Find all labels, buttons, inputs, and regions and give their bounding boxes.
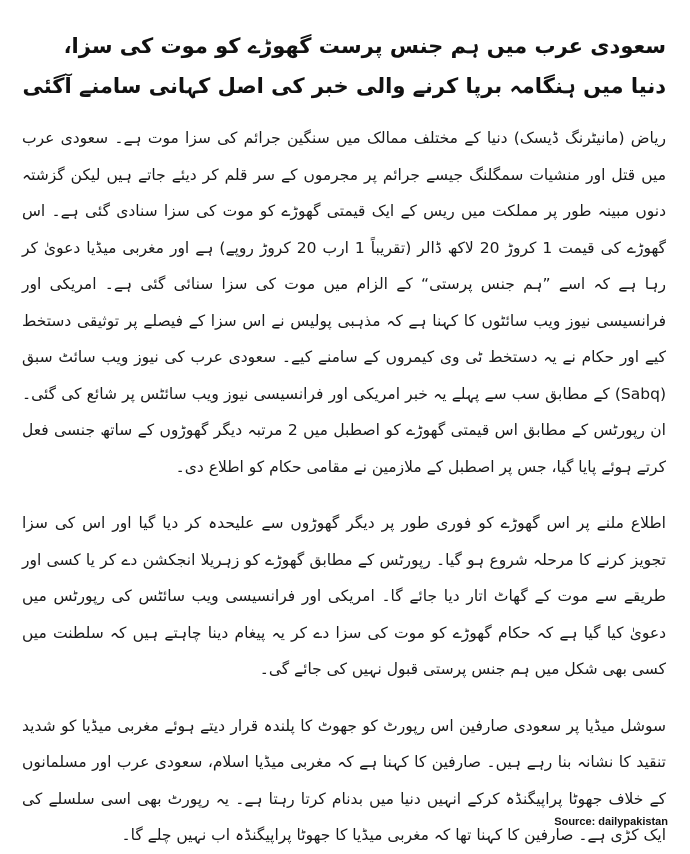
article-headline: سعودی عرب میں ہم جنس پرست گھوڑے کو موت کی سزا، دنیا میں ہنگامہ برپا کرنے والی خبر کی اصل کہانی سامنے آگئی — [22, 34, 666, 98]
source-credit: Source: dailypakistan — [554, 816, 668, 828]
article-paragraph: سوشل میڈیا پر سعودی صارفین اس رپورٹ کو جھوٹ کا پلندہ قرار دیتے ہوئے مغربی میڈیا کو شدید تنقید کا نشانہ بنا رہے ہیں۔ صارفین کا کہنا ہے کہ مغربی میڈیا اسلام، سعودی عرب اور مسلمانوں کے خلاف جھوٹا پراپیگنڈہ کرکے انہیں دنیا میں بدنام کرتا رہتا ہے۔ یہ رپورٹ بھی اسی سلسلے کی ایک کڑی ہے۔ صارفین کا کہنا تھا کہ مغربی میڈیا کا جھوٹا پراپیگنڈہ اب نہیں چلے گا۔ — [22, 716, 666, 844]
article-paragraph: اطلاع ملنے پر اس گھوڑے کو فوری طور پر دیگر گھوڑوں سے علیحدہ کر دیا گیا اور اس کی سزا تجویز کرنے کا مرحلہ شروع ہو گیا۔ رپورٹس کے مطابق گھوڑے کو زہریلا انجکشن دے کر یا کسی اور طریقے سے موت کے گھاٹ اتار دیا جائے گا۔ امریکی اور فرانسیسی ویب سائٹس کی رپورٹس میں دعویٰ کیا گیا ہے کہ حکام گھوڑے کو موت کی سزا دے کر یہ پیغام دینا چاہتے ہیں کہ سلطنت میں کسی بھی شکل میں ہم جنس پرستی قبول نہیں کی جائے گی۔ — [22, 514, 666, 678]
article-paragraph: ریاض (مانیٹرنگ ڈیسک) دنیا کے مختلف ممالک میں سنگین جرائم کی سزا موت ہے۔ سعودی عرب میں قتل اور منشیات سمگلنگ جیسے جرائم پر مجرموں کے سر قلم کر دیئے جاتے ہیں لیکن گزشتہ دنوں مبینہ طور پر مملکت میں ریس کے ایک قیمتی گھوڑے کو موت کی سزا سنادی گئی ہے۔ اس گھوڑے کی قیمت 1 کروڑ 20 لاکھ ڈالر (تقریباً 1 ارب 20 کروڑ روپے) ہے اور مغربی میڈیا دعویٰ کر رہا ہے کہ اسے ”ہم جنس پرستی“ کے الزام میں موت کی سزا سنائی گئی ہے۔ امریکی اور فرانسیسی نیوز ویب سائٹوں کا کہنا ہے کہ مذہبی پولیس نے اس سزا کے فیصلے پر توثیقی دستخط کیے اور حکام نے یہ دستخط ٹی وی کیمروں کے سامنے کیے۔ سعودی عرب کی نیوز ویب سائٹ سبق (Sabq) کے مطابق سب سے پہلے یہ خبر امریکی اور فرانسیسی نیوز ویب سائٹس پر شائع کی گئی۔ ان رپورٹس کے مطابق اس قیمتی گھوڑے کو اصطبل میں 2 مرتبہ دیگر گھوڑوں کے ساتھ جنسی فعل کرتے ہوئے پایا گیا، جس پر اصطبل کے ملازمین نے مقامی حکام کو اطلاع دی۔ — [22, 129, 666, 476]
